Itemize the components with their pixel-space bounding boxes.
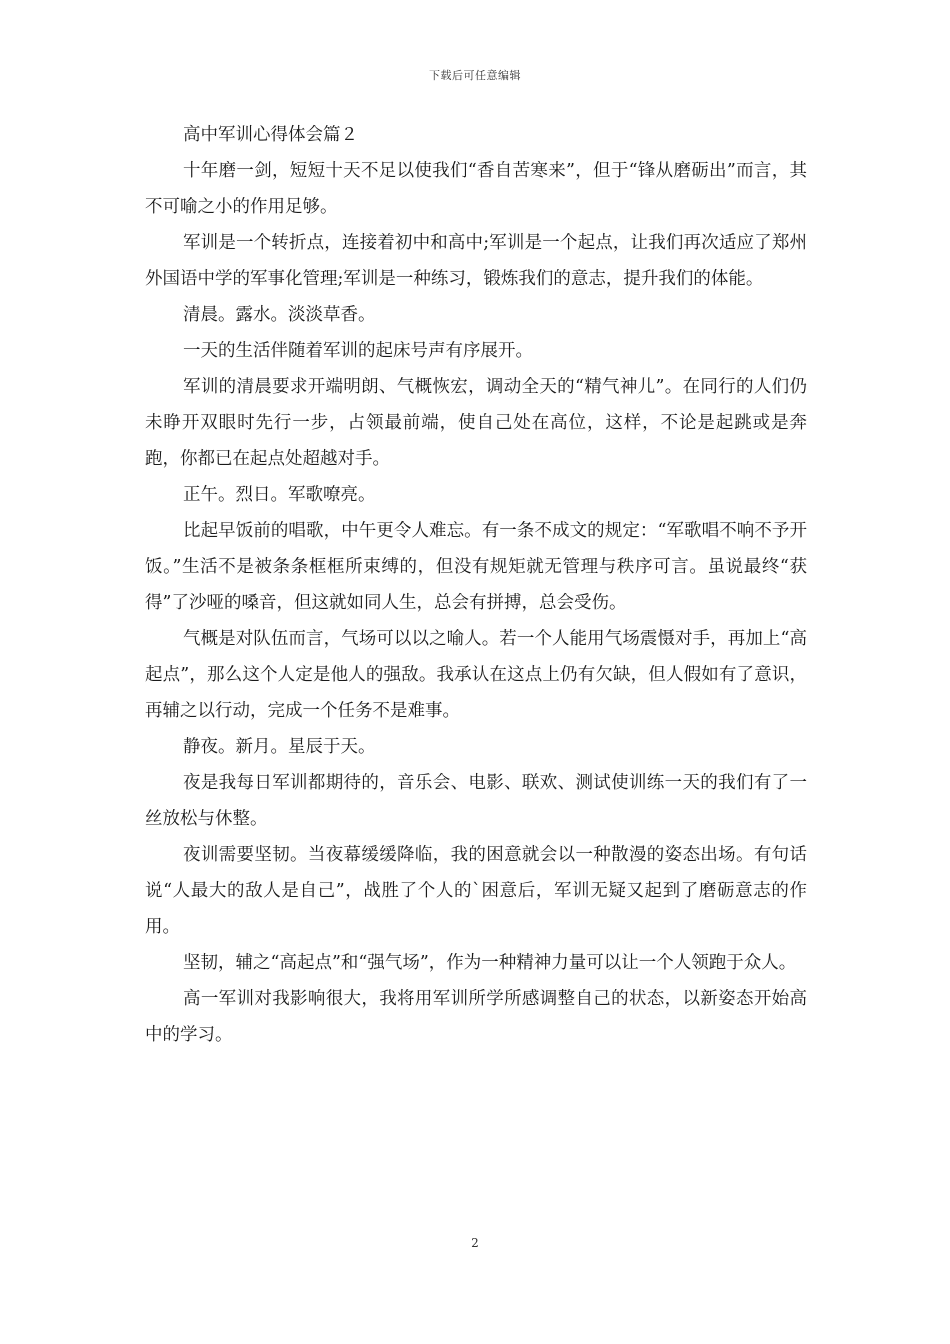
paragraph: 军训是一个转折点，连接着初中和高中;军训是一个起点，让我们再次适应了郑州外国语中学的军事化管理;军训是一种练习，锻炼我们的意志，提升我们的体能。: [145, 233, 807, 289]
paragraph: 军训的清晨要求开端明朗、气概恢宏，调动全天的“精气神儿”。在同行的人们仍未睁开双眼时先行一步，占领最前端，使自己处在高位，这样，不论是起跳或是奔跑，你都已在起点处超越对手。: [145, 377, 807, 469]
document-title: 高中军训心得体会篇２: [183, 125, 358, 145]
paragraph: 高一军训对我影响很大，我将用军训所学所感调整自己的状态，以新姿态开始高中的学习。: [145, 989, 807, 1045]
paragraph: 正午。烈日。军歌嘹亮。: [183, 485, 376, 505]
paragraph: 静夜。新月。星辰于天。: [183, 737, 376, 757]
paragraph: 夜是我每日军训都期待的，音乐会、电影、联欢、测试使训练一天的我们有了一丝放松与休整。: [145, 773, 807, 829]
paragraph: 夜训需要坚韧。当夜幕缓缓降临，我的困意就会以一种散漫的姿态出场。有句话说“人最大的敌人是自己”，战胜了个人的`困意后，军训无疑又起到了磨砺意志的作用。: [145, 845, 807, 937]
page-header: 下载后可任意编辑: [429, 69, 521, 82]
document-body: [145, 117, 807, 1053]
paragraph: 坚韧，辅之“高起点”和“强气场”，作为一种精神力量可以让一个人领跑于众人。: [183, 953, 797, 973]
paragraph: 十年磨一剑，短短十天不足以使我们“香自苦寒来”，但于“锋从磨砺出”而言，其不可喻之小的作用足够。: [145, 161, 807, 217]
page-number: 2: [471, 1236, 479, 1250]
paragraph: 气概是对队伍而言，气场可以以之喻人。若一个人能用气场震慑对手，再加上“高起点”，那么这个人定是他人的强敌。我承认在这点上仍有欠缺，但人假如有了意识，再辅之以行动，完成一个任务不是难事。: [145, 629, 807, 721]
paragraph: 比起早饭前的唱歌，中午更令人难忘。有一条不成文的规定：“军歌唱不响不予开饭。”生活不是被条条框框所束缚的，但没有规矩就无管理与秩序可言。虽说最终“获得”了沙哑的嗓音，但这就如同人生，总会有拼搏，总会受伤。: [145, 521, 807, 613]
paragraph: 清晨。露水。淡淡草香。: [183, 305, 376, 325]
paragraph: 一天的生活伴随着军训的起床号声有序展开。: [183, 341, 533, 361]
